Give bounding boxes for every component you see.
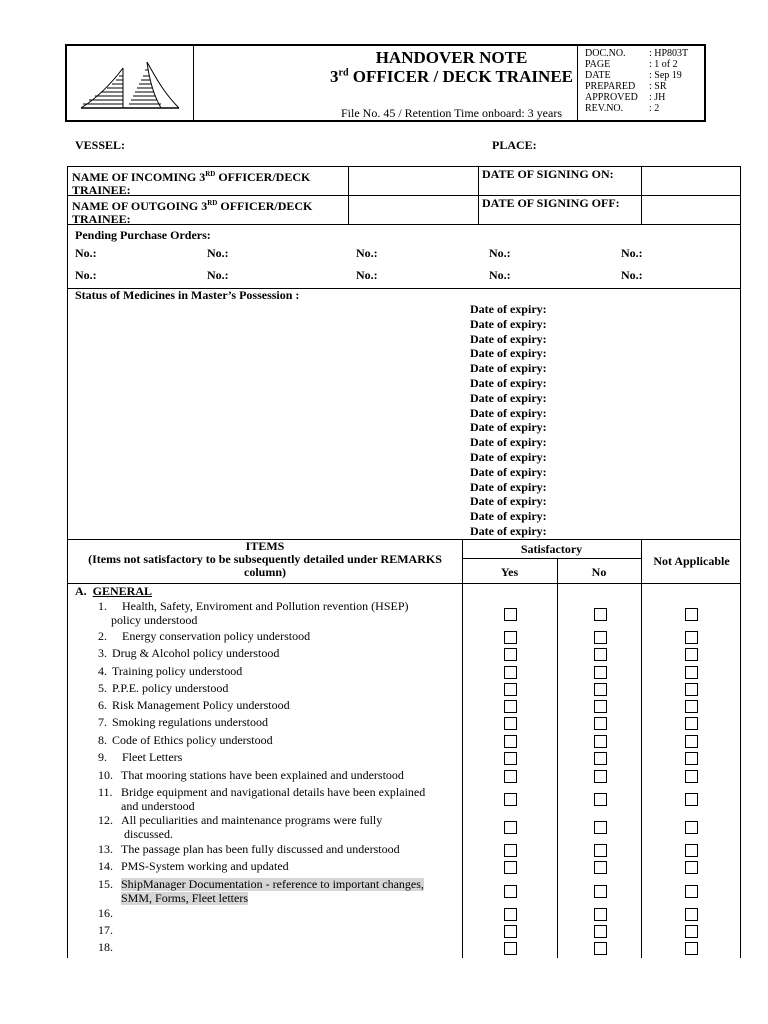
not-applicable-checkbox[interactable]	[685, 648, 698, 661]
table-col-rule	[557, 558, 558, 958]
purchase-order-no-label: No.:	[489, 246, 511, 260]
not-applicable-checkbox[interactable]	[685, 666, 698, 679]
yes-checkbox[interactable]	[504, 608, 517, 621]
meta-key: APPROVED	[585, 92, 638, 103]
meta-key: DOC.NO.	[585, 48, 626, 59]
vessel-label: VESSEL:	[75, 138, 126, 152]
no-checkbox[interactable]	[594, 861, 607, 874]
item-number: 2.	[98, 629, 107, 643]
expiry-date-label: Date of expiry:	[470, 464, 547, 479]
meta-key: DATE	[585, 70, 611, 81]
yes-checkbox[interactable]	[504, 717, 517, 730]
no-checkbox[interactable]	[594, 821, 607, 834]
purchase-order-no-label: No.:	[489, 268, 511, 282]
item-number: 7.	[98, 715, 107, 729]
yes-checkbox[interactable]	[504, 925, 517, 938]
expiry-date-label: Date of expiry:	[470, 390, 547, 405]
not-applicable-header: Not Applicable	[653, 554, 730, 568]
item-number: 14.	[98, 859, 113, 873]
yes-checkbox[interactable]	[504, 844, 517, 857]
company-logo	[77, 58, 181, 112]
no-checkbox[interactable]	[594, 631, 607, 644]
not-applicable-checkbox[interactable]	[685, 631, 698, 644]
item-number: 16.	[98, 906, 113, 920]
yes-checkbox[interactable]	[504, 700, 517, 713]
item-text: That mooring stations have been explained and understood	[121, 768, 404, 782]
not-applicable-checkbox[interactable]	[685, 885, 698, 898]
table-col-rule	[641, 539, 642, 958]
not-applicable-checkbox[interactable]	[685, 844, 698, 857]
item-text: All peculiarities and maintenance programs were fully	[121, 813, 383, 827]
yes-header: Yes	[500, 565, 519, 579]
table-col-rule	[462, 539, 463, 958]
section-a-heading: A. GENERAL	[75, 584, 153, 598]
no-checkbox[interactable]	[594, 844, 607, 857]
meta-key: REV.NO.	[585, 103, 624, 114]
item-text: The passage plan has been fully discussed and understood	[121, 842, 400, 856]
item-text: PMS-System working and updated	[121, 859, 289, 873]
medicines-title: Status of Medicines in Master’s Possession :	[75, 288, 300, 302]
not-applicable-checkbox[interactable]	[685, 861, 698, 874]
document-header	[65, 44, 706, 122]
no-header: No	[591, 565, 607, 579]
item-text: Bridge equipment and navigational details have been explained	[121, 785, 426, 799]
meta-value: : JH	[649, 92, 666, 103]
expiry-date-label: Date of expiry:	[470, 420, 547, 435]
not-applicable-checkbox[interactable]	[685, 735, 698, 748]
not-applicable-checkbox[interactable]	[685, 821, 698, 834]
document-subtitle: 3rd OFFICER / DECK TRAINEE	[330, 67, 573, 86]
file-number-line: File No. 45 / Retention Time onboard: 3 years	[341, 106, 562, 120]
item-text: Energy conservation policy understood	[122, 629, 311, 643]
not-applicable-checkbox[interactable]	[685, 700, 698, 713]
no-checkbox[interactable]	[594, 885, 607, 898]
meta-value: : SR	[649, 81, 667, 92]
item-number: 12.	[98, 813, 113, 827]
expiry-date-label: Date of expiry:	[470, 405, 547, 420]
expiry-date-label: Date of expiry:	[470, 316, 547, 331]
meta-value: : 1 of 2	[649, 59, 678, 70]
no-checkbox[interactable]	[594, 770, 607, 783]
expiry-date-label: Date of expiry:	[470, 524, 547, 538]
not-applicable-checkbox[interactable]	[685, 770, 698, 783]
no-checkbox[interactable]	[594, 717, 607, 730]
yes-checkbox[interactable]	[504, 861, 517, 874]
item-text: Training policy understood	[112, 664, 243, 678]
item-number: 17.	[98, 923, 113, 937]
expiry-date-label: Date of expiry:	[470, 346, 547, 361]
yes-checkbox[interactable]	[504, 942, 517, 955]
purchase-order-no-label: No.:	[621, 268, 643, 282]
table-rule	[462, 558, 641, 559]
handover-table	[67, 166, 741, 958]
table-rule	[68, 583, 740, 584]
signing-on-label: DATE OF SIGNING ON:	[482, 167, 614, 181]
items-header: ITEMS (Items not satisfactory to be subsequently detailed under REMARKS column)	[88, 539, 442, 579]
item-text: Code of Ethics policy understood	[112, 733, 273, 747]
not-applicable-checkbox[interactable]	[685, 793, 698, 806]
expiry-date-label: Date of expiry:	[470, 361, 547, 376]
item-number: 11.	[98, 785, 113, 799]
yes-checkbox[interactable]	[504, 770, 517, 783]
meta-value: : HP803T	[649, 48, 689, 59]
yes-checkbox[interactable]	[504, 793, 517, 806]
item-text: Fleet Letters	[122, 750, 183, 764]
meta-key: PAGE	[585, 59, 611, 70]
expiry-date-label: Date of expiry:	[470, 450, 547, 464]
document-title: HANDOVER NOTE	[375, 48, 528, 67]
item-text: ShipManager Documentation - reference to important changes,	[121, 877, 424, 891]
expiry-date-label: Date of expiry:	[470, 376, 547, 390]
item-number: 18.	[98, 940, 113, 954]
item-text: P.P.E. policy understood	[112, 681, 229, 695]
place-label: PLACE:	[492, 138, 537, 152]
item-number: 13.	[98, 842, 113, 856]
meta-value: : Sep 19	[649, 70, 682, 81]
no-checkbox[interactable]	[594, 925, 607, 938]
table-col-rule	[641, 167, 642, 224]
not-applicable-checkbox[interactable]	[685, 942, 698, 955]
expiry-date-label: Date of expiry:	[470, 479, 547, 494]
item-text-continued: discussed.	[124, 827, 173, 841]
purchase-order-no-label: No.:	[207, 268, 229, 282]
incoming-officer-label: NAME OF INCOMING 3RD OFFICER/DECK TRAINEE:	[72, 170, 311, 197]
expiry-date-label: Date of expiry:	[470, 435, 547, 450]
item-number: 4.	[98, 664, 107, 678]
item-number: 1.	[98, 599, 107, 613]
purchase-order-no-label: No.:	[75, 246, 97, 260]
table-col-rule	[348, 167, 349, 224]
no-checkbox[interactable]	[594, 666, 607, 679]
item-number: 3.	[98, 646, 107, 660]
yes-checkbox[interactable]	[504, 631, 517, 644]
no-checkbox[interactable]	[594, 700, 607, 713]
purchase-order-no-label: No.:	[356, 246, 378, 260]
no-checkbox[interactable]	[594, 608, 607, 621]
yes-checkbox[interactable]	[504, 735, 517, 748]
item-number: 9.	[98, 750, 107, 764]
yes-checkbox[interactable]	[504, 885, 517, 898]
yes-checkbox[interactable]	[504, 821, 517, 834]
yes-checkbox[interactable]	[504, 683, 517, 696]
item-number: 6.	[98, 698, 107, 712]
satisfactory-header: Satisfactory	[520, 542, 583, 556]
not-applicable-checkbox[interactable]	[685, 683, 698, 696]
purchase-orders-title: Pending Purchase Orders:	[75, 228, 211, 242]
no-checkbox[interactable]	[594, 908, 607, 921]
item-number: 15.	[98, 877, 113, 891]
not-applicable-checkbox[interactable]	[685, 717, 698, 730]
no-checkbox[interactable]	[594, 735, 607, 748]
item-text-continued: SMM, Forms, Fleet letters	[121, 891, 249, 905]
item-text: Health, Safety, Enviroment and Pollution revention (HSEP)	[122, 599, 409, 613]
yes-checkbox[interactable]	[504, 752, 517, 765]
expiry-date-label: Date of expiry:	[470, 331, 547, 346]
purchase-order-no-label: No.:	[356, 268, 378, 282]
item-text-continued: policy understood	[111, 613, 198, 627]
not-applicable-checkbox[interactable]	[685, 925, 698, 938]
no-checkbox[interactable]	[594, 648, 607, 661]
no-checkbox[interactable]	[594, 793, 607, 806]
header-divider	[193, 46, 194, 120]
purchase-order-no-label: No.:	[75, 268, 97, 282]
item-number: 10.	[98, 768, 113, 782]
expiry-date-label: Date of expiry:	[470, 509, 547, 524]
purchase-order-no-label: No.:	[621, 246, 643, 260]
not-applicable-checkbox[interactable]	[685, 908, 698, 921]
table-col-rule	[478, 167, 479, 224]
item-text: Smoking regulations understood	[112, 715, 268, 729]
expiry-date-label: Date of expiry:	[470, 302, 547, 316]
outgoing-officer-label: NAME OF OUTGOING 3RD OFFICER/DECK TRAINEE:	[72, 199, 313, 226]
meta-value: : 2	[649, 103, 660, 114]
item-text-continued: and understood	[121, 799, 195, 813]
yes-checkbox[interactable]	[504, 648, 517, 661]
item-number: 8.	[98, 733, 107, 747]
item-text: Drug & Alcohol policy understood	[112, 646, 280, 660]
yes-checkbox[interactable]	[504, 908, 517, 921]
no-checkbox[interactable]	[594, 942, 607, 955]
no-checkbox[interactable]	[594, 752, 607, 765]
item-text: Risk Management Policy understood	[112, 698, 290, 712]
no-checkbox[interactable]	[594, 683, 607, 696]
purchase-order-no-label: No.:	[207, 246, 229, 260]
yes-checkbox[interactable]	[504, 666, 517, 679]
meta-key: PREPARED	[585, 81, 636, 92]
signing-off-label: DATE OF SIGNING OFF:	[482, 196, 620, 210]
not-applicable-checkbox[interactable]	[685, 608, 698, 621]
expiry-date-label: Date of expiry:	[470, 494, 547, 509]
not-applicable-checkbox[interactable]	[685, 752, 698, 765]
item-number: 5.	[98, 681, 107, 695]
